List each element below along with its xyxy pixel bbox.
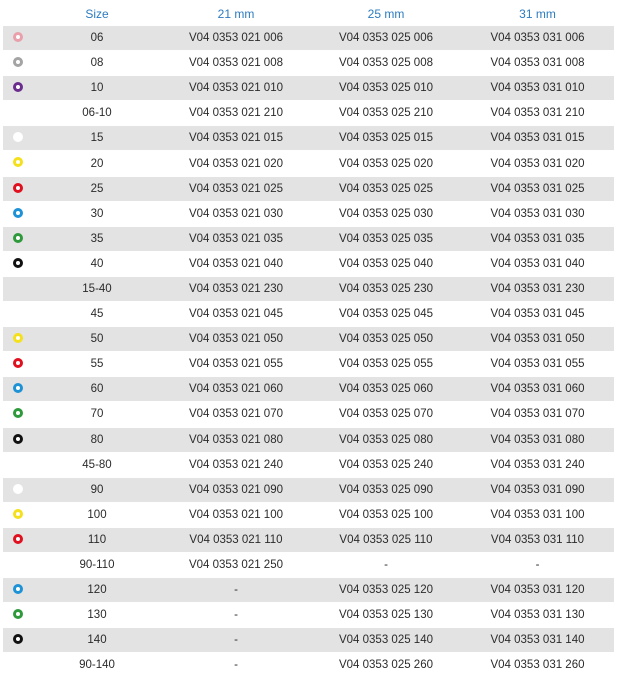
size-cell: 90-110 (33, 552, 161, 577)
color-indicator-cell (3, 126, 33, 151)
color-ring-icon (13, 484, 23, 494)
table-row (3, 302, 614, 327)
code-31mm-cell: V04 0353 031 045 (461, 302, 614, 327)
code-31mm-cell: V04 0353 031 020 (461, 151, 614, 176)
size-cell: 35 (33, 226, 161, 251)
color-ring-icon (13, 584, 23, 594)
code-25mm-cell: V04 0353 025 120 (311, 578, 461, 603)
code-31mm-cell: V04 0353 031 025 (461, 176, 614, 201)
code-21mm-cell: - (161, 578, 311, 603)
code-25mm-cell: - (311, 552, 461, 577)
code-31mm-cell: V04 0353 031 015 (461, 126, 614, 151)
color-ring-icon (13, 132, 23, 142)
code-25mm-cell: V04 0353 025 060 (311, 377, 461, 402)
table-body (3, 26, 614, 677)
color-ring-icon (13, 57, 23, 67)
code-21mm-cell: V04 0353 021 010 (161, 76, 311, 101)
size-cell: 40 (33, 251, 161, 276)
code-21mm-cell: - (161, 603, 311, 628)
code-25mm-cell: V04 0353 025 240 (311, 452, 461, 477)
code-25mm-cell: V04 0353 025 020 (311, 151, 461, 176)
table-row (3, 527, 614, 552)
table-row (3, 201, 614, 226)
table-row (3, 628, 614, 653)
color-ring-icon (13, 408, 23, 418)
color-ring-icon (13, 634, 23, 644)
code-31mm-cell: V04 0353 031 240 (461, 452, 614, 477)
size-cell: 50 (33, 327, 161, 352)
code-21mm-cell: V04 0353 021 210 (161, 101, 311, 126)
color-ring-icon (13, 609, 23, 619)
table-row (3, 653, 614, 677)
code-21mm-cell: V04 0353 021 050 (161, 327, 311, 352)
table-row (3, 226, 614, 251)
code-21mm-cell: V04 0353 021 020 (161, 151, 311, 176)
code-31mm-cell: V04 0353 031 080 (461, 427, 614, 452)
table-row (3, 176, 614, 201)
code-21mm-cell: V04 0353 021 090 (161, 477, 311, 502)
color-indicator-cell (3, 51, 33, 76)
color-ring-icon (13, 509, 23, 519)
size-cell: 10 (33, 76, 161, 101)
code-25mm-cell: V04 0353 025 040 (311, 251, 461, 276)
code-21mm-cell: V04 0353 021 230 (161, 276, 311, 301)
code-21mm-cell: V04 0353 021 240 (161, 452, 311, 477)
size-cell: 90-140 (33, 653, 161, 677)
table-row (3, 51, 614, 76)
color-ring-icon (13, 233, 23, 243)
code-25mm-cell: V04 0353 025 070 (311, 402, 461, 427)
color-ring-icon (13, 82, 23, 92)
code-25mm-cell: V04 0353 025 025 (311, 176, 461, 201)
header-25mm: 25 mm (311, 3, 461, 26)
code-21mm-cell: V04 0353 021 100 (161, 502, 311, 527)
color-indicator-cell (3, 251, 33, 276)
color-indicator-cell (3, 201, 33, 226)
code-21mm-cell: V04 0353 021 040 (161, 251, 311, 276)
code-21mm-cell: V04 0353 021 035 (161, 226, 311, 251)
table-row (3, 427, 614, 452)
code-31mm-cell: V04 0353 031 210 (461, 101, 614, 126)
table-row (3, 352, 614, 377)
header-21mm: 21 mm (161, 3, 311, 26)
size-cell: 20 (33, 151, 161, 176)
table-row (3, 377, 614, 402)
code-31mm-cell: V04 0353 031 010 (461, 76, 614, 101)
size-cell: 15 (33, 126, 161, 151)
size-cell: 15-40 (33, 276, 161, 301)
code-31mm-cell: V04 0353 031 006 (461, 26, 614, 51)
table-row (3, 327, 614, 352)
code-21mm-cell: - (161, 653, 311, 677)
code-31mm-cell: V04 0353 031 090 (461, 477, 614, 502)
code-21mm-cell: V04 0353 021 008 (161, 51, 311, 76)
table-row (3, 151, 614, 176)
code-21mm-cell: V04 0353 021 030 (161, 201, 311, 226)
table-row (3, 101, 614, 126)
table-row (3, 603, 614, 628)
color-ring-icon (13, 157, 23, 167)
color-indicator-cell (3, 527, 33, 552)
color-indicator-cell (3, 302, 33, 327)
size-cell: 06-10 (33, 101, 161, 126)
table-header-row (3, 3, 614, 26)
size-cell: 08 (33, 51, 161, 76)
table-row (3, 502, 614, 527)
code-25mm-cell: V04 0353 025 080 (311, 427, 461, 452)
code-31mm-cell: V04 0353 031 060 (461, 377, 614, 402)
color-indicator-cell (3, 101, 33, 126)
color-indicator-cell (3, 26, 33, 51)
code-25mm-cell: V04 0353 025 130 (311, 603, 461, 628)
code-25mm-cell: V04 0353 025 050 (311, 327, 461, 352)
table-row (3, 402, 614, 427)
table-row (3, 251, 614, 276)
code-25mm-cell: V04 0353 025 260 (311, 653, 461, 677)
table-row (3, 26, 614, 51)
table-row (3, 76, 614, 101)
table-row (3, 552, 614, 577)
color-ring-icon (13, 258, 23, 268)
size-cell: 120 (33, 578, 161, 603)
code-21mm-cell: V04 0353 021 025 (161, 176, 311, 201)
code-25mm-cell: V04 0353 025 230 (311, 276, 461, 301)
code-25mm-cell: V04 0353 025 045 (311, 302, 461, 327)
table-row (3, 276, 614, 301)
size-cell: 25 (33, 176, 161, 201)
code-31mm-cell: V04 0353 031 008 (461, 51, 614, 76)
code-31mm-cell: V04 0353 031 100 (461, 502, 614, 527)
color-ring-icon (13, 32, 23, 42)
color-indicator-cell (3, 578, 33, 603)
code-21mm-cell: V04 0353 021 080 (161, 427, 311, 452)
code-25mm-cell: V04 0353 025 006 (311, 26, 461, 51)
color-ring-icon (13, 333, 23, 343)
table-row (3, 452, 614, 477)
color-indicator-cell (3, 603, 33, 628)
code-25mm-cell: V04 0353 025 010 (311, 76, 461, 101)
size-cell: 90 (33, 477, 161, 502)
code-21mm-cell: V04 0353 021 015 (161, 126, 311, 151)
code-31mm-cell: - (461, 552, 614, 577)
code-25mm-cell: V04 0353 025 210 (311, 101, 461, 126)
code-21mm-cell: V04 0353 021 250 (161, 552, 311, 577)
code-31mm-cell: V04 0353 031 230 (461, 276, 614, 301)
table-row (3, 578, 614, 603)
color-indicator-cell (3, 151, 33, 176)
color-indicator-cell (3, 477, 33, 502)
code-21mm-cell: V04 0353 021 006 (161, 26, 311, 51)
size-cell: 55 (33, 352, 161, 377)
color-indicator-cell (3, 653, 33, 677)
code-31mm-cell: V04 0353 031 260 (461, 653, 614, 677)
color-indicator-cell (3, 552, 33, 577)
color-indicator-cell (3, 327, 33, 352)
product-size-table (3, 3, 614, 677)
size-cell: 130 (33, 603, 161, 628)
header-31mm: 31 mm (461, 3, 614, 26)
color-indicator-cell (3, 352, 33, 377)
color-indicator-cell (3, 402, 33, 427)
color-ring-icon (13, 208, 23, 218)
color-indicator-cell (3, 176, 33, 201)
code-31mm-cell: V04 0353 031 140 (461, 628, 614, 653)
header-color-column (3, 3, 33, 26)
color-indicator-cell (3, 76, 33, 101)
size-cell: 60 (33, 377, 161, 402)
table-row (3, 477, 614, 502)
code-31mm-cell: V04 0353 031 120 (461, 578, 614, 603)
size-cell: 100 (33, 502, 161, 527)
code-31mm-cell: V04 0353 031 055 (461, 352, 614, 377)
code-25mm-cell: V04 0353 025 030 (311, 201, 461, 226)
size-cell: 06 (33, 26, 161, 51)
size-cell: 110 (33, 527, 161, 552)
code-31mm-cell: V04 0353 031 050 (461, 327, 614, 352)
size-cell: 140 (33, 628, 161, 653)
code-25mm-cell: V04 0353 025 100 (311, 502, 461, 527)
color-ring-icon (13, 434, 23, 444)
table-row (3, 126, 614, 151)
code-25mm-cell: V04 0353 025 055 (311, 352, 461, 377)
header-size: Size (33, 3, 161, 26)
code-31mm-cell: V04 0353 031 035 (461, 226, 614, 251)
size-cell: 30 (33, 201, 161, 226)
code-31mm-cell: V04 0353 031 040 (461, 251, 614, 276)
code-21mm-cell: V04 0353 021 055 (161, 352, 311, 377)
size-cell: 45 (33, 302, 161, 327)
code-31mm-cell: V04 0353 031 110 (461, 527, 614, 552)
color-indicator-cell (3, 628, 33, 653)
code-21mm-cell: V04 0353 021 045 (161, 302, 311, 327)
code-25mm-cell: V04 0353 025 110 (311, 527, 461, 552)
code-31mm-cell: V04 0353 031 130 (461, 603, 614, 628)
color-indicator-cell (3, 377, 33, 402)
color-indicator-cell (3, 427, 33, 452)
color-indicator-cell (3, 452, 33, 477)
code-25mm-cell: V04 0353 025 035 (311, 226, 461, 251)
code-25mm-cell: V04 0353 025 140 (311, 628, 461, 653)
color-ring-icon (13, 358, 23, 368)
size-cell: 80 (33, 427, 161, 452)
size-cell: 70 (33, 402, 161, 427)
color-ring-icon (13, 383, 23, 393)
code-21mm-cell: V04 0353 021 070 (161, 402, 311, 427)
code-21mm-cell: V04 0353 021 060 (161, 377, 311, 402)
code-25mm-cell: V04 0353 025 008 (311, 51, 461, 76)
color-ring-icon (13, 534, 23, 544)
code-31mm-cell: V04 0353 031 030 (461, 201, 614, 226)
color-indicator-cell (3, 276, 33, 301)
code-21mm-cell: V04 0353 021 110 (161, 527, 311, 552)
code-25mm-cell: V04 0353 025 015 (311, 126, 461, 151)
color-indicator-cell (3, 226, 33, 251)
size-cell: 45-80 (33, 452, 161, 477)
color-indicator-cell (3, 502, 33, 527)
color-ring-icon (13, 308, 23, 318)
code-21mm-cell: - (161, 628, 311, 653)
code-31mm-cell: V04 0353 031 070 (461, 402, 614, 427)
code-25mm-cell: V04 0353 025 090 (311, 477, 461, 502)
color-ring-icon (13, 183, 23, 193)
